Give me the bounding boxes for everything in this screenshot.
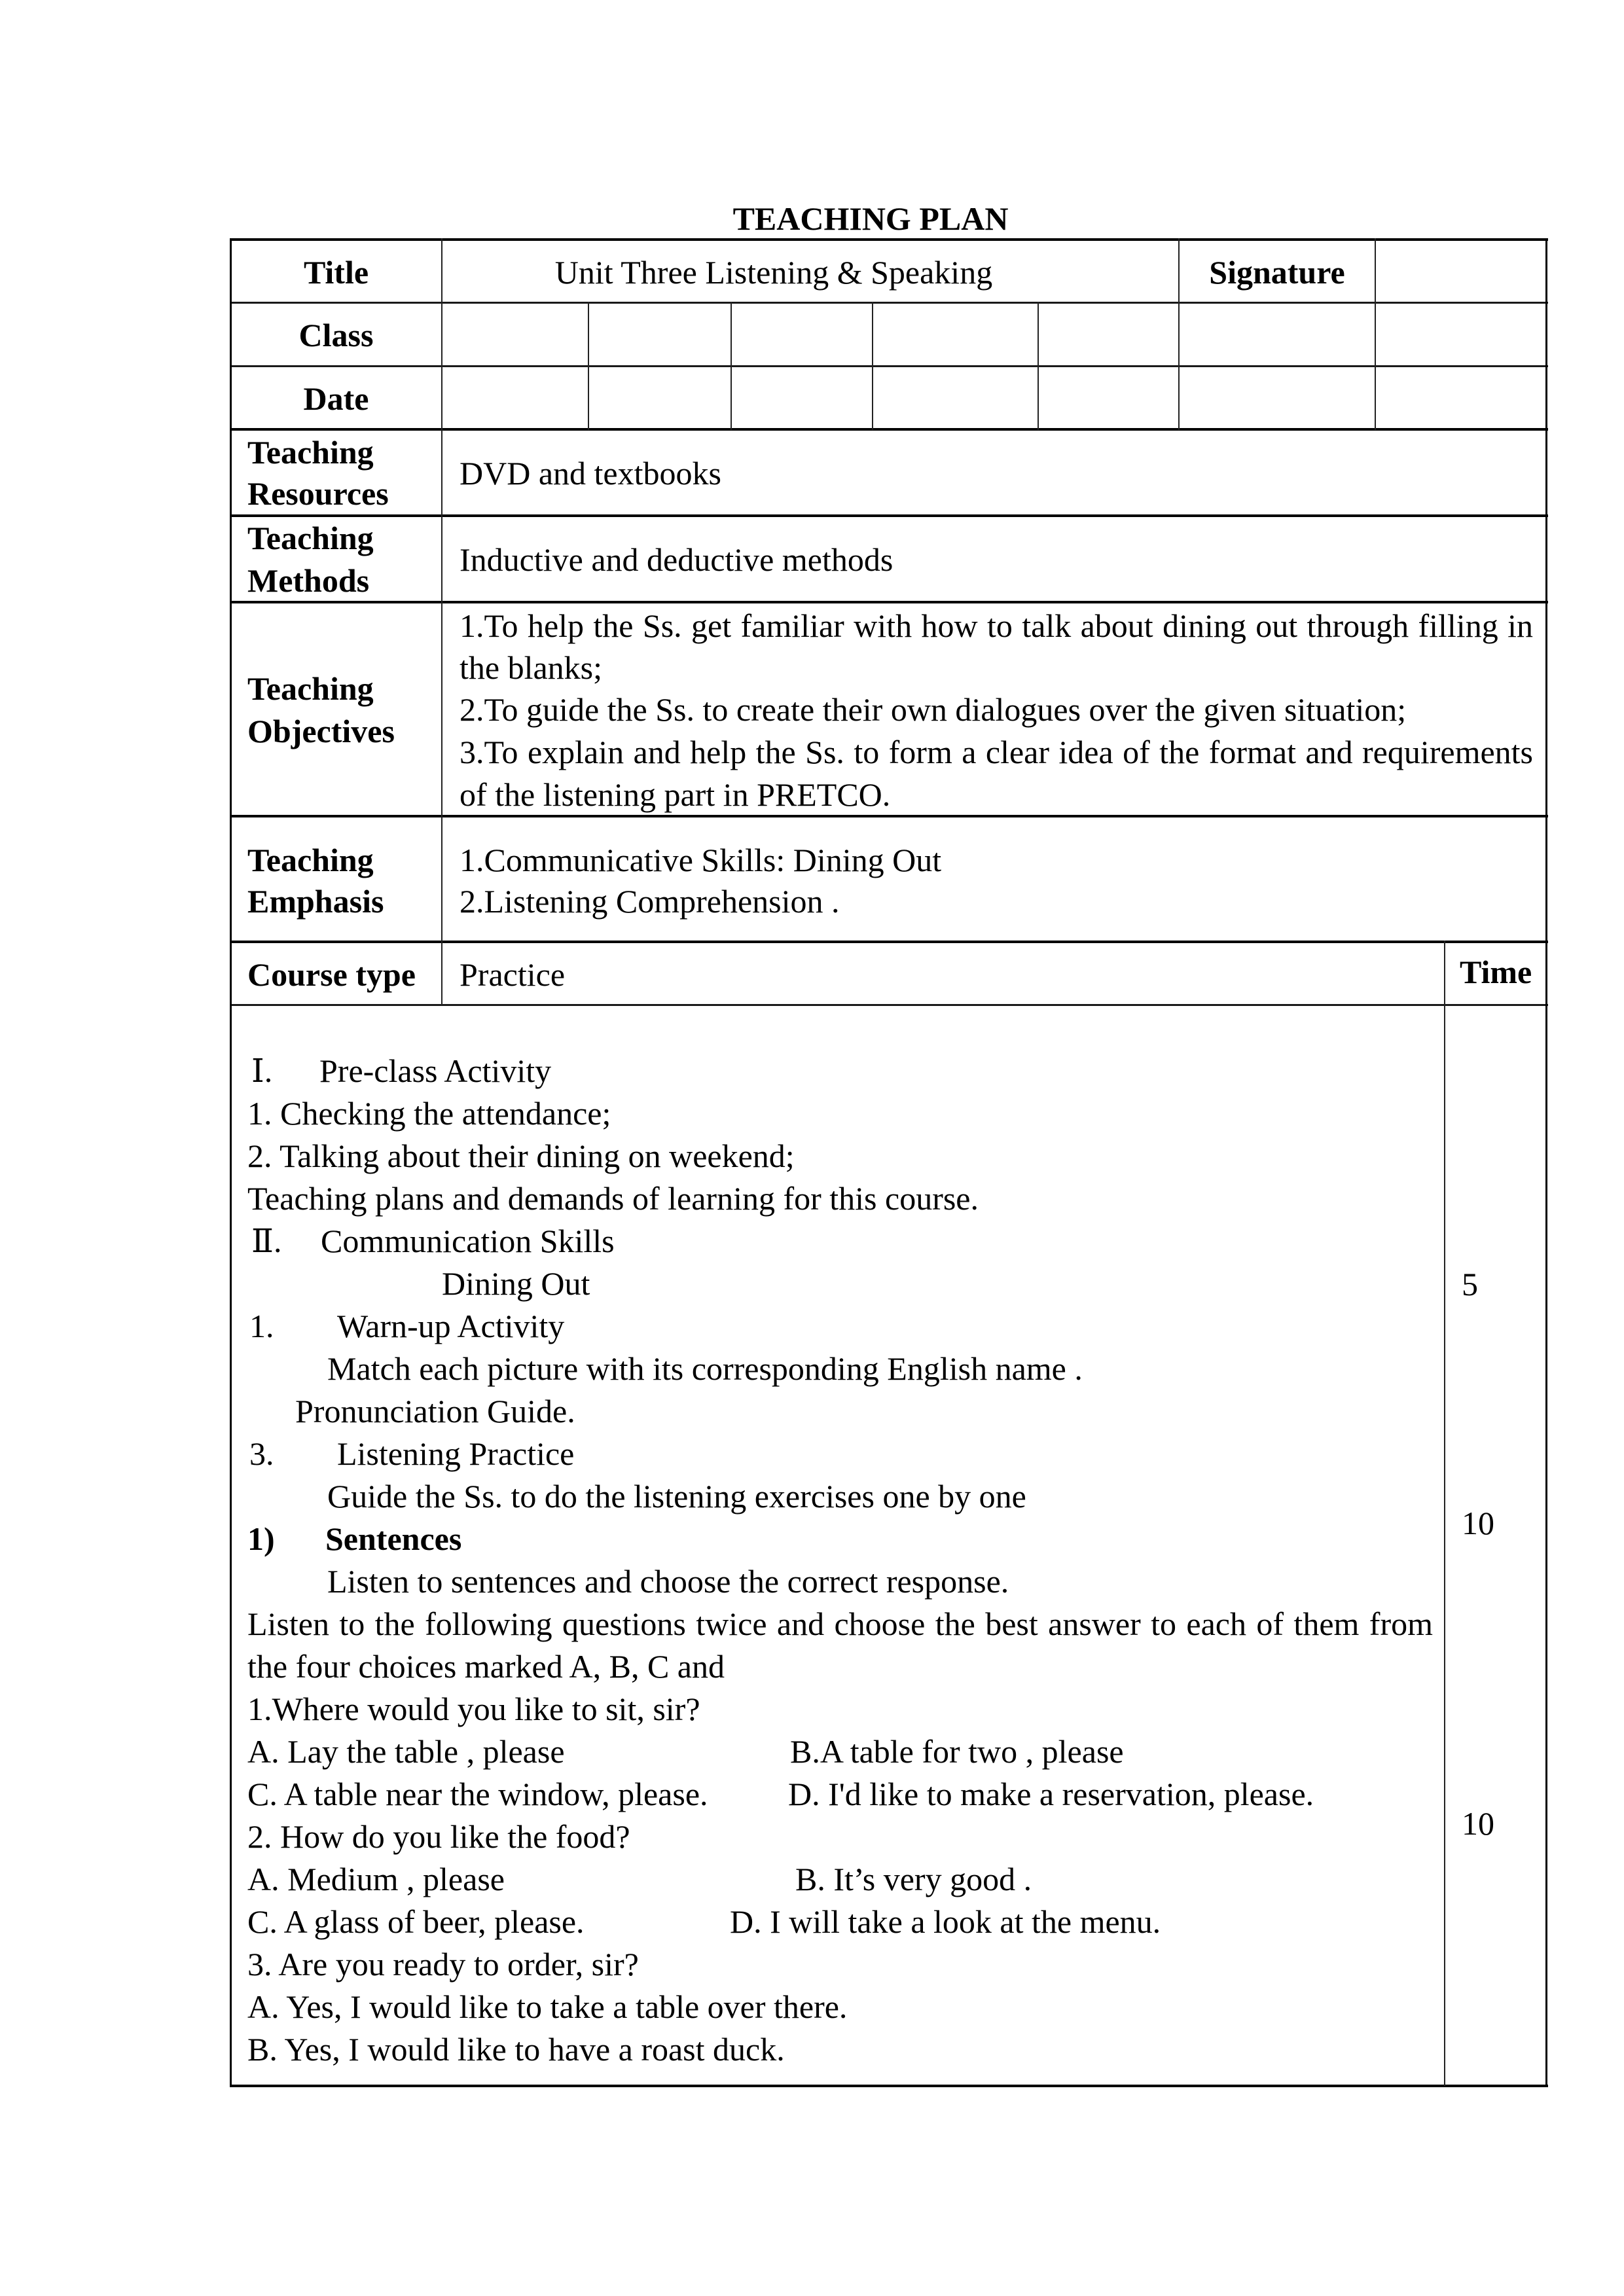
row-divider	[230, 1004, 1548, 1006]
signature-label: Signature	[1209, 254, 1345, 291]
step-description: Match each picture with its corresponding English name .	[327, 1350, 1083, 1387]
time-column-divider	[1444, 941, 1445, 2086]
emphasis-line: 2.Listening Comprehension .	[460, 883, 840, 920]
procedure-line: Pronunciation Guide.	[295, 1393, 575, 1429]
procedure-line: 1. Checking the attendance;	[247, 1095, 611, 1132]
class-label: Class	[298, 317, 374, 353]
row-divider	[230, 428, 1548, 431]
objective-line: 1.To help the Ss. get familiar with how to talk about dining out through filling in	[460, 607, 1533, 644]
methods-value: Inductive and deductive methods	[460, 541, 893, 578]
question: 3. Are you ready to order, sir?	[247, 1946, 639, 1982]
section-numeral: Ⅱ.	[251, 1223, 282, 1259]
time-value: 10	[1462, 1505, 1494, 1541]
title-value[interactable]: Unit Three Listening & Speaking	[554, 254, 993, 291]
section-numeral: Ⅰ.	[251, 1052, 273, 1089]
option-b: B. Yes, I would like to have a roast duck.	[247, 2031, 785, 2068]
option-c: C. A table near the window, please.	[247, 1776, 708, 1812]
step-description: Guide the Ss. to do the listening exercises one by one	[327, 1478, 1026, 1515]
subsection-title: Sentences	[325, 1520, 462, 1557]
objective-line: of the listening part in PRETCO.	[460, 776, 891, 813]
course-type-label: Course type	[247, 956, 416, 993]
class-cell-1[interactable]	[444, 304, 588, 365]
table-border-right	[1545, 238, 1547, 2087]
option-a: A. Medium , please	[247, 1861, 505, 1897]
row-divider	[230, 941, 1548, 943]
section-title: Communication Skills	[321, 1223, 615, 1259]
option-b: B. It’s very good .	[795, 1861, 1032, 1897]
step-description: Listen to sentences and choose the correct response.	[327, 1563, 1009, 1600]
time-value: 5	[1462, 1266, 1478, 1302]
methods-label-line2: Methods	[247, 562, 370, 599]
objectives-label-line2: Objectives	[247, 713, 395, 749]
course-type-value: Practice	[460, 956, 566, 993]
grid-divider	[588, 302, 589, 430]
instructions-line: the four choices marked A, B, C and	[247, 1648, 725, 1685]
date-cell-7[interactable]	[1377, 368, 1545, 428]
grid-divider	[731, 302, 732, 430]
date-cell-5[interactable]	[1039, 368, 1178, 428]
step-number: 3.	[249, 1435, 274, 1472]
subsection-number: 1)	[247, 1520, 275, 1557]
title-label: Title	[303, 254, 369, 291]
instructions-line: Listen to the following questions twice and choose the best answer to each of them from	[247, 1605, 1433, 1642]
section-title: Pre-class Activity	[319, 1052, 552, 1089]
row-divider	[230, 365, 1548, 367]
date-cell-4[interactable]	[874, 368, 1038, 428]
option-a: A. Lay the table , please	[247, 1733, 565, 1770]
procedure-line: Teaching plans and demands of learning for this course.	[247, 1180, 979, 1217]
page-title: TEACHING PLAN	[732, 200, 1009, 237]
table-border-left	[230, 238, 232, 2087]
class-cell-4[interactable]	[874, 304, 1038, 365]
table-border-bottom	[230, 2085, 1548, 2087]
date-cell-2[interactable]	[590, 368, 731, 428]
step-title: Warn-up Activity	[337, 1308, 565, 1344]
resources-label-line2: Resources	[247, 475, 389, 512]
objectives-label-line1: Teaching	[247, 670, 374, 707]
procedure-line: 2. Talking about their dining on weekend;	[247, 1138, 795, 1174]
option-d: D. I'd like to make a reservation, please.	[788, 1776, 1314, 1812]
emphasis-line: 1.Communicative Skills: Dining Out	[460, 842, 942, 878]
option-d: D. I will take a look at the menu.	[730, 1903, 1161, 1940]
question: 2. How do you like the food?	[247, 1818, 630, 1855]
objective-line: 2.To guide the Ss. to create their own dialogues over the given situation;	[460, 691, 1407, 728]
time-value: 10	[1462, 1805, 1494, 1842]
resources-value: DVD and textbooks	[460, 455, 721, 492]
table-border-top	[230, 238, 1548, 241]
class-cell-7[interactable]	[1377, 304, 1545, 365]
grid-divider	[872, 302, 873, 430]
row-divider	[230, 514, 1548, 517]
class-cell-6[interactable]	[1180, 304, 1375, 365]
date-label: Date	[303, 380, 369, 417]
date-cell-3[interactable]	[732, 368, 872, 428]
topic-title: Dining Out	[442, 1265, 590, 1302]
question: 1.Where would you like to sit, sir?	[247, 1691, 700, 1727]
option-c: C. A glass of beer, please.	[247, 1903, 585, 1940]
row-divider	[230, 302, 1548, 304]
objective-line: 3.To explain and help the Ss. to form a clear idea of the format and requirements	[460, 734, 1533, 770]
objective-line: the blanks;	[460, 649, 603, 686]
class-cell-2[interactable]	[590, 304, 731, 365]
grid-divider	[1038, 302, 1039, 430]
step-number: 1.	[249, 1308, 274, 1344]
date-cell-6[interactable]	[1180, 368, 1375, 428]
option-a: A. Yes, I would like to take a table over there.	[247, 1988, 848, 2025]
step-title: Listening Practice	[337, 1435, 575, 1472]
methods-label-line1: Teaching	[247, 520, 374, 556]
option-b: B.A table for two , please	[790, 1733, 1124, 1770]
emphasis-label-line1: Teaching	[247, 842, 374, 878]
date-cell-1[interactable]	[444, 368, 588, 428]
time-label: Time	[1460, 954, 1532, 990]
emphasis-label-line2: Emphasis	[247, 883, 384, 920]
row-divider	[230, 601, 1548, 603]
resources-label-line1: Teaching	[247, 434, 374, 471]
signature-field[interactable]	[1377, 241, 1545, 301]
class-cell-3[interactable]	[732, 304, 872, 365]
class-cell-5[interactable]	[1039, 304, 1178, 365]
